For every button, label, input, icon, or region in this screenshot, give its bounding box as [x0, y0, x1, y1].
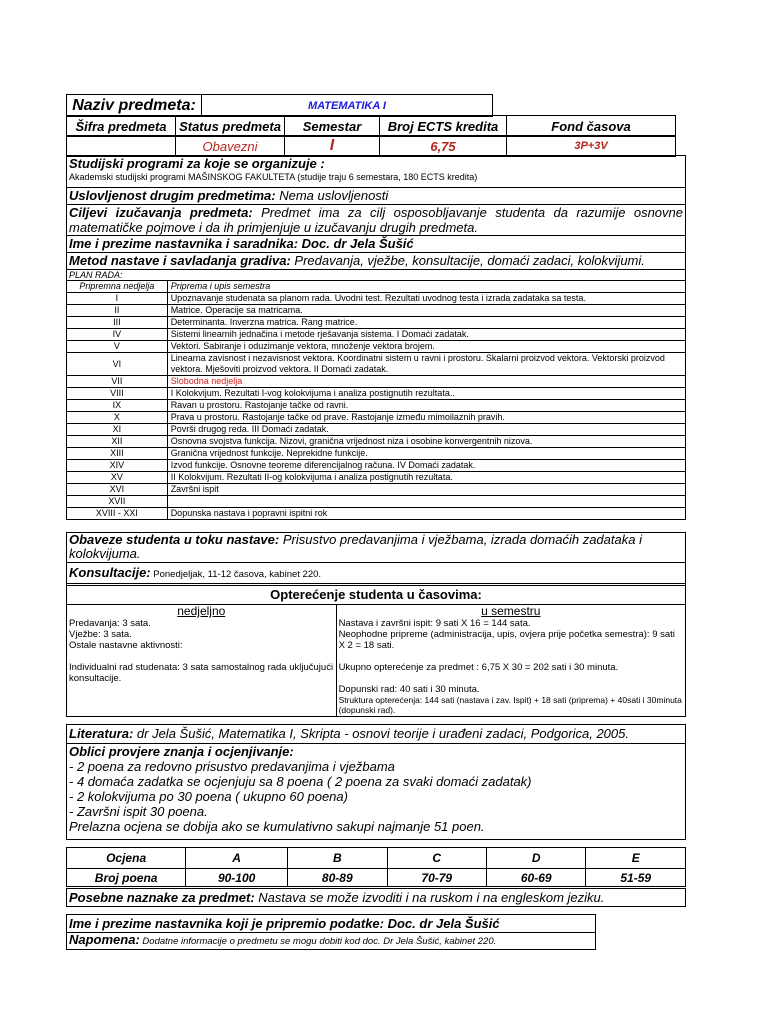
- plan-week: IX: [67, 400, 168, 412]
- plan-row: [67, 460, 686, 472]
- course-name-value: MATEMATIKA I: [202, 95, 493, 117]
- plan-topic: Determinanta. Inverzna matrica. Rang matrice.: [167, 317, 685, 329]
- teacher-block: [66, 235, 686, 253]
- study-programs-label: Studijski programi za koje se organizuje :: [69, 156, 325, 171]
- plan-week: I: [67, 293, 168, 305]
- plan-title: PLAN RADA:: [69, 270, 123, 280]
- grade-a: A: [186, 848, 288, 869]
- semester-load-line: Nastava i završni ispit: 9 sati X 16 = 144 sata.: [338, 618, 531, 629]
- plan-topic: Linearna zavisnost i nezavisnost vektora. Koordinatni sistem u ravni i prostoru. Skalarni proizvod vektora. Vektorski proizvod vektora. Mješoviti proizvod vektora. II Domaći zadatak.: [167, 353, 685, 376]
- plan-topic: Ravan u prostoru. Rastojanje tačke od ravni.: [167, 400, 685, 412]
- points-a: 90-100: [186, 869, 288, 887]
- semester-load-line: Dopunski rad: 40 sati i 30 minuta.: [338, 684, 480, 695]
- plan-topic: Osnovna svojstva funkcija. Nizovi, granična vrijednost niza i osobine konvergentnih nizova.: [167, 436, 685, 448]
- teacher-label: Ime i prezime nastavnika i saradnika: Doc. dr Jela Šušić: [69, 236, 414, 251]
- note-block: [66, 932, 596, 950]
- plan-week: XI: [67, 424, 168, 436]
- method-block: [66, 252, 686, 270]
- prerequisites-text: Nema uslovljenosti: [275, 188, 389, 203]
- plan-row: [67, 448, 686, 460]
- hours-header: Fond časova: [507, 116, 676, 137]
- semester-header: Semestar: [285, 116, 380, 137]
- load-title-block: [66, 583, 686, 605]
- study-programs-block: [66, 155, 686, 188]
- semester-load-line: [339, 651, 683, 662]
- weekly-load-lines: [69, 618, 334, 684]
- obligations-label: Obaveze studenta u toku nastave:: [69, 532, 280, 547]
- study-programs-text: Akademski studijski programi MAŠINSKOG FAKULTETA (studije traju 6 semestara, 180 ECTS kredita): [69, 172, 478, 182]
- weekly-load-line: Vježbe: 3 sata.: [69, 629, 132, 640]
- obligations-text: Prisustvo predavanjima i vježbama, izrada domaćih zadataka i kolokvijuma.: [69, 532, 642, 561]
- assessment-item: - 4 domaća zadatka se ocjenjuju sa 8 poena ( 2 poena za svaki domaći zadatak): [69, 774, 532, 789]
- plan-row: [67, 508, 686, 520]
- plan-week: X: [67, 412, 168, 424]
- weekly-load-line: [69, 651, 334, 662]
- assessment-item: Prelazna ocjena se dobija ako se kumulativno sakupi najmanje 51 poen.: [69, 819, 485, 834]
- plan-row: [67, 329, 686, 341]
- weekly-load-cell: [67, 605, 337, 717]
- plan-row: [67, 376, 686, 388]
- weekly-load-line: Ostale nastavne aktivnosti:: [69, 640, 183, 651]
- plan-row: [67, 281, 686, 293]
- semester-load-line: [339, 673, 683, 684]
- semester-load-title: u semestru: [481, 604, 541, 618]
- plan-week: VI: [67, 353, 168, 376]
- plan-week: VIII: [67, 388, 168, 400]
- plan-row: [67, 293, 686, 305]
- plan-topic: Izvod funkcije. Osnovne teoreme diferencijalnog računa. IV Domaći zadatak.: [167, 460, 685, 472]
- obligations-block: [66, 532, 686, 563]
- weekly-load-title: nedjeljno: [177, 604, 226, 618]
- plan-topic: II Kolokvijum. Rezultati II-og kolokvijuma i analiza postignutih rezultata.: [167, 472, 685, 484]
- preparer-label: Ime i prezime nastavnika koji je pripremio podatke: Doc. dr Jela Šušić: [69, 916, 500, 931]
- plan-row: [67, 400, 686, 412]
- plan-row: [67, 412, 686, 424]
- plan-row: [67, 472, 686, 484]
- semester-load-line: Ukupno opterećenje za predmet : 6,75 X 30 = 202 sati i 30 minuta.: [338, 662, 619, 673]
- assessment-label: Oblici provjere znanja i ocjenjivanje:: [69, 744, 294, 759]
- plan-topic: Upoznavanje studenata sa planom rada. Uvodni test. Rezultati uvodnog testa i izrada zadataka sa testa.: [167, 293, 685, 305]
- plan-topic: Granična vrijednost funkcije. Neprekidne funkcije.: [167, 448, 685, 460]
- semester-load-line: Neophodne pripreme (administracija, upis, ovjera prije početka semestra): 9 sati X 2 = 18 sati.: [338, 629, 675, 651]
- note-text: Dodatne informacije o predmetu se mogu dobiti kod doc. Dr Jela Šušić, kabinet 220.: [139, 936, 497, 947]
- special-notes-block: [66, 888, 686, 907]
- course-info-header: [66, 115, 676, 137]
- special-notes-label: Posebne naznake za predmet:: [69, 890, 255, 905]
- plan-week: XV: [67, 472, 168, 484]
- ects-value: 6,75: [380, 136, 507, 157]
- semester-load-line: Struktura opterećenja: 144 sati (nastava i zav. Ispit) + 18 sati (priprema) + 40sati i 30minuta (dopunski rad).: [338, 695, 682, 715]
- semester-load-cell: [336, 605, 685, 717]
- plan-topic: Sistemi linearnih jednačina i metode rješavanja sistema. I Domaći zadatak.: [167, 329, 685, 341]
- ects-header: Broj ECTS kredita: [380, 116, 507, 137]
- course-name-row: [66, 94, 493, 117]
- assessment-item: - Završni ispit 30 poena.: [69, 804, 208, 819]
- plan-week: XIV: [67, 460, 168, 472]
- prerequisites-block: [66, 187, 686, 205]
- preparer-block: [66, 914, 596, 933]
- load-table: [66, 604, 686, 717]
- course-info-values: [66, 135, 676, 157]
- goals-label: Ciljevi izučavanja predmeta:: [69, 205, 253, 220]
- grade-row-label: Ocjena: [67, 848, 186, 869]
- assessment-item: - 2 poena za redovno prisustvo predavanjima i vježbama: [69, 759, 395, 774]
- points-d: 60-69: [486, 869, 585, 887]
- weekly-load-line: Predavanja: 3 sata.: [69, 618, 151, 629]
- points-e: 51-59: [586, 869, 686, 887]
- semester-value: I: [285, 136, 380, 157]
- plan-row: [67, 353, 686, 376]
- assessment-items: [69, 759, 683, 834]
- plan-topic: Prava u prostoru. Rastojanje tačke od prave. Rastojanje između mimoilaznih pravih.: [167, 412, 685, 424]
- note-label: Napomena:: [69, 932, 140, 947]
- plan-topic: I Kolokvijum. Rezultati I-vog kolokvijuma i analiza postignutih rezultata..: [167, 388, 685, 400]
- plan-week: XIII: [67, 448, 168, 460]
- assessment-block: [66, 743, 686, 840]
- plan-topic: Završni ispit: [167, 484, 685, 496]
- consultations-text: Ponedjeljak, 11-12 časova, kabinet 220.: [150, 569, 322, 580]
- status-value: Obavezni: [176, 136, 285, 157]
- plan-row: [67, 424, 686, 436]
- grades-table: [66, 847, 686, 887]
- goals-block: [66, 204, 686, 236]
- plan-topic: Priprema i upis semestra: [167, 281, 685, 293]
- hours-value: 3P+3V: [507, 136, 676, 157]
- status-header: Status predmeta: [176, 116, 285, 137]
- load-title: Opterećenje studenta u časovima:: [270, 586, 482, 602]
- prerequisites-label: Uslovljenost drugim predmetima:: [69, 188, 276, 203]
- plan-week: XII: [67, 436, 168, 448]
- points-row-label: Broj poena: [67, 869, 186, 887]
- points-c: 70-79: [387, 869, 486, 887]
- plan-topic: Vektori. Sabiranje i oduzimanje vektora, množenje vektora brojem.: [167, 341, 685, 353]
- code-value: [67, 136, 176, 157]
- plan-week: V: [67, 341, 168, 353]
- grade-d: D: [486, 848, 585, 869]
- plan-week: XVIII - XXI: [67, 508, 168, 520]
- plan-row: [67, 484, 686, 496]
- grade-b: B: [288, 848, 387, 869]
- grade-e: E: [586, 848, 686, 869]
- plan-topic: [167, 496, 685, 508]
- grade-c: C: [387, 848, 486, 869]
- literature-text: dr Jela Šušić, Matematika I, Skripta - osnovi teorije i urađeni zadaci, Podgorica, 2005.: [133, 726, 629, 741]
- course-name-label: Naziv predmeta:: [67, 95, 202, 117]
- plan-week: VII: [67, 376, 168, 388]
- plan-row: [67, 305, 686, 317]
- plan-topic: Dopunska nastava i popravni ispitni rok: [167, 508, 685, 520]
- plan-topic: Slobodna nedjelja: [167, 376, 685, 388]
- plan-topic: Matrice. Operacije sa matricama.: [167, 305, 685, 317]
- plan-week: II: [67, 305, 168, 317]
- plan-week: Pripremna nedjelja: [67, 281, 168, 293]
- weekly-load-line: Individualni rad studenata: 3 sata samostalnog rada uključujući konsultacije.: [69, 662, 334, 684]
- special-notes-text: Nastava se može izvoditi i na ruskom i na engleskom jeziku.: [254, 890, 605, 905]
- points-b: 80-89: [288, 869, 387, 887]
- plan-row: [67, 496, 686, 508]
- plan-week: XVII: [67, 496, 168, 508]
- method-label: Metod nastave i savladanja gradiva:: [69, 253, 291, 268]
- assessment-item: - 2 kolokvijuma po 30 poena ( ukupno 60 poena): [69, 789, 348, 804]
- goals-text: Predmet ima za cilj osposobljavanje studenta da razumije osnovne matematičke pojmove i da ih primjenjuje u izučavanju drugih predmeta.: [69, 205, 684, 235]
- plan-week: IV: [67, 329, 168, 341]
- semester-load-lines: [339, 618, 683, 715]
- plan-row: [67, 436, 686, 448]
- consultations-label: Konsultacije:: [69, 565, 151, 580]
- plan-week: XVI: [67, 484, 168, 496]
- plan-row: [67, 388, 686, 400]
- code-header: Šifra predmeta: [67, 116, 176, 137]
- literature-label: Literatura:: [69, 726, 134, 741]
- method-text: Predavanja, vježbe, konsultacije, domaći zadaci, kolokvijumi.: [290, 253, 645, 268]
- plan-topic: Površi drugog reda. III Domaći zadatak.: [167, 424, 685, 436]
- plan-row: [67, 341, 686, 353]
- plan-row: [67, 317, 686, 329]
- plan-week: III: [67, 317, 168, 329]
- plan-table: [66, 280, 686, 520]
- literature-block: [66, 724, 686, 744]
